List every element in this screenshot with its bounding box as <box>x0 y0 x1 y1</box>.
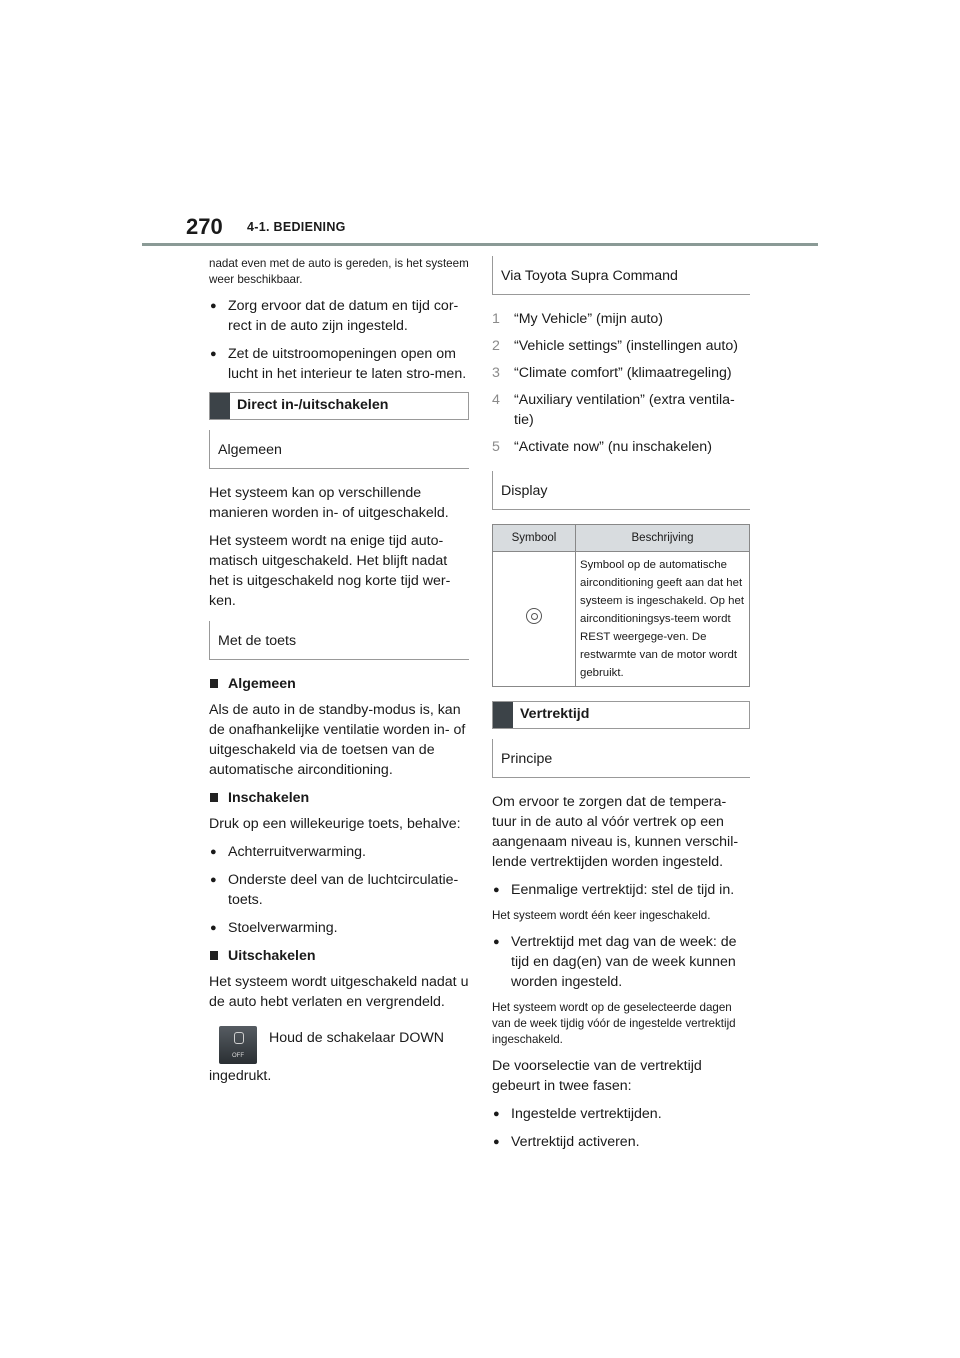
heading-algemeen: Algemeen <box>209 674 469 694</box>
key-instruction <box>209 1026 469 1066</box>
bullet-item: ● Onderste deel van de luchtcirculatie-toets. <box>209 870 469 910</box>
note-text: Het systeem wordt één keer ingeschakeld. <box>492 909 711 922</box>
bullet-item: ● Vertrektijd activeren. <box>492 1132 750 1152</box>
section-heading: Vertrektijd <box>520 706 590 722</box>
step-number: 5 <box>492 439 500 455</box>
step-item <box>492 363 750 383</box>
section-heading-box <box>209 392 469 420</box>
bullet-item: ● Zorg ervoor dat de datum en tijd cor-rect in de auto zijn ingesteld. <box>209 296 469 336</box>
paragraph: Het systeem kan op verschillende manieren worden in- of uitgeschakeld. <box>209 485 449 521</box>
paragraph: Het systeem wordt na enige tijd auto-matisch uitgeschakeld. Het blijft nadat het is uitgeschakeld nog korte tijd wer-ken. <box>209 533 451 609</box>
step-text: “Activate now” (nu inschakelen) <box>514 439 712 455</box>
section-heading: Direct in-/uitschakelen <box>237 397 389 413</box>
subheading-met-de-toets: Met de toets <box>209 621 469 660</box>
ventilation-off-key-icon <box>219 1026 257 1064</box>
step-text: “My Vehicle” (mijn auto) <box>514 311 664 327</box>
heading-bar <box>493 702 513 728</box>
bullet-item: ● Achterruitverwarming. <box>209 842 469 862</box>
subheading-via-supra-command: Via Toyota Supra Command <box>492 256 750 295</box>
step-number: 3 <box>492 365 500 381</box>
description-cell: Symbool op de automatische airconditioning geeft aan dat het systeem is ingeschakeld. Op het airconditioningsys-teem wordt REST weergege-ven. De restwarmte van de motor wordt gebruikt. <box>576 552 750 687</box>
key-label: OFF <box>232 1053 244 1059</box>
bullet-item: ● Stoelverwarming. <box>209 918 469 938</box>
bullet-item: ● Zet de uitstroomopeningen open om lucht in het interieur te laten stro-men. <box>209 344 469 384</box>
header-divider <box>142 243 818 246</box>
page-number: 270 <box>186 214 223 239</box>
step-item <box>492 309 750 329</box>
step-text: “Auxiliary ventilation” (extra ventila-tie) <box>514 392 735 428</box>
key-text: Houd de schakelaar DOWN <box>269 1030 445 1046</box>
step-text: “Vehicle settings” (instellingen auto) <box>514 338 738 354</box>
table-header: Symbool <box>493 525 576 552</box>
heading-bar <box>210 393 230 419</box>
paragraph: ingedrukt. <box>209 1068 272 1084</box>
bullet-item: ● Ingestelde vertrektijden. <box>492 1104 750 1124</box>
symbol-cell <box>493 552 576 687</box>
step-item <box>492 437 750 457</box>
section-heading-box <box>492 701 750 729</box>
paragraph: Om ervoor te zorgen dat de tempera-tuur in de auto al vóór vertrek op een aangenaam niveau is, kunnen verschil-lende vertrektijden worden ingesteld. <box>492 794 739 870</box>
bullet-item: ● Eenmalige vertrektijd: stel de tijd in. <box>492 880 750 900</box>
section-title: 4-1. BEDIENING <box>247 220 346 234</box>
paragraph: Als de auto in de standby-modus is, kan de onafhankelijke ventilatie worden in- of uitgeschakeld via de toetsen van de automatische airconditioning. <box>209 702 466 778</box>
right-column <box>492 256 750 1160</box>
paragraph: Druk op een willekeurige toets, behalve: <box>209 816 461 832</box>
subheading-algemeen: Algemeen <box>209 430 469 469</box>
intro-text: nadat even met de auto is gereden, is het systeem weer beschikbaar. <box>209 257 469 286</box>
subheading-principe: Principe <box>492 739 750 778</box>
heading-uitschakelen: Uitschakelen <box>209 946 469 966</box>
left-column <box>209 256 469 1094</box>
bullet-item: ● Vertrektijd met dag van de week: de tijd en dag(en) van de week kunnen worden ingesteld. <box>492 932 750 992</box>
heading-inschakelen: Inschakelen <box>209 788 469 808</box>
step-text: “Climate comfort” (klimaatregeling) <box>514 365 732 381</box>
note-text: Het systeem wordt op de geselecteerde dagen van de week tijdig vóór de ingestelde vertrektijd ingeschakeld. <box>492 1001 736 1046</box>
symbol-table <box>492 524 750 687</box>
paragraph: De voorselectie van de vertrektijd gebeurt in twee fasen: <box>492 1058 702 1094</box>
step-number: 1 <box>492 311 500 327</box>
step-item <box>492 390 750 430</box>
ventilation-fan-icon <box>526 608 542 624</box>
step-item <box>492 336 750 356</box>
step-number: 4 <box>492 392 500 408</box>
subheading-display: Display <box>492 471 750 510</box>
step-number: 2 <box>492 338 500 354</box>
table-header: Beschrijving <box>576 525 750 552</box>
paragraph: Het systeem wordt uitgeschakeld nadat u de auto hebt verlaten en vergrendeld. <box>209 974 469 1010</box>
